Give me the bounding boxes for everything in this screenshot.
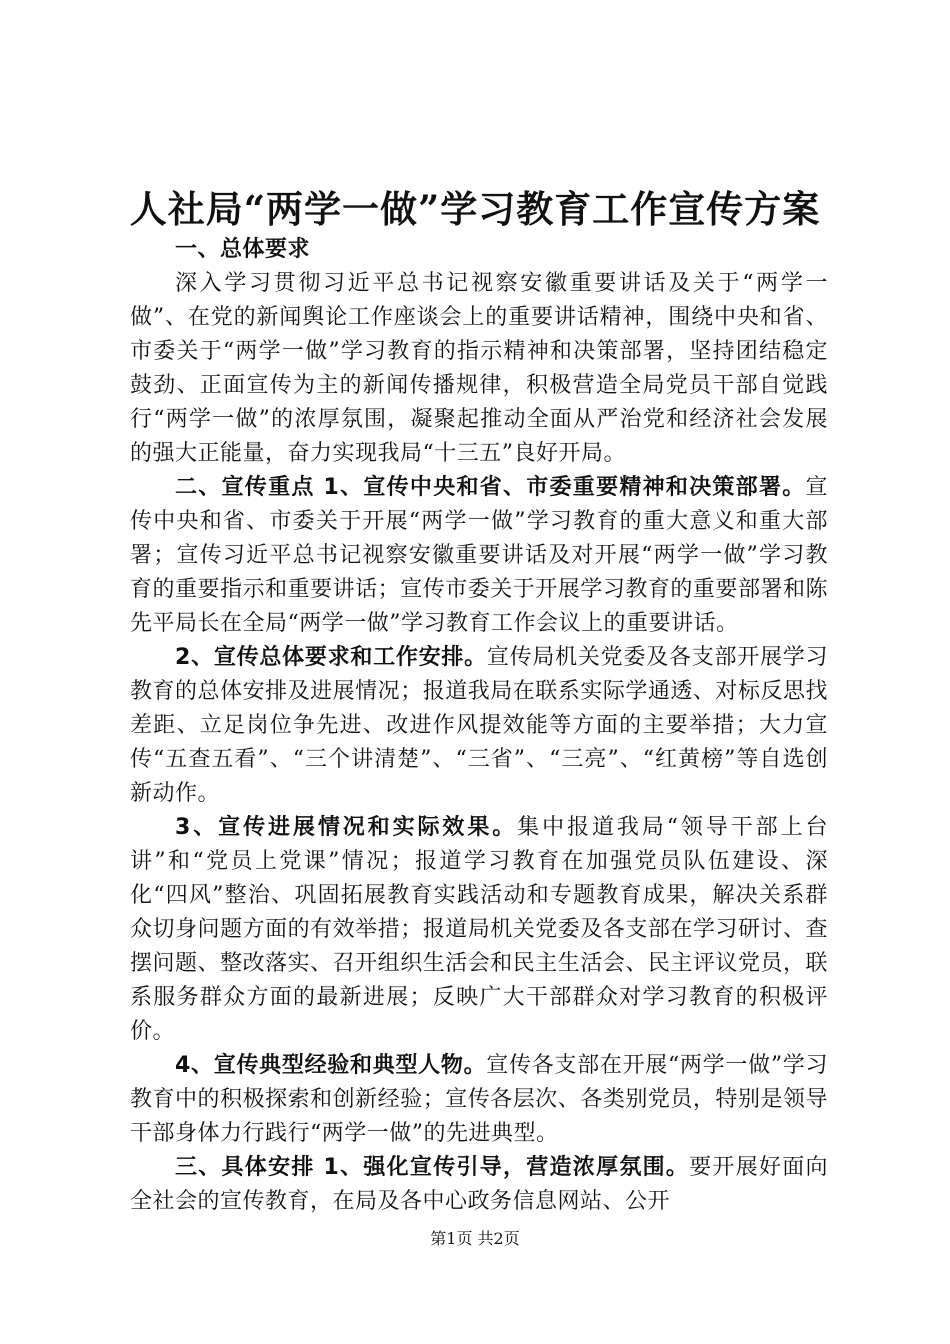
paragraph-publicity-focus-1 (130, 471, 828, 641)
paragraph-publicity-focus-2 (130, 641, 828, 811)
paragraph-specific-arrangements (130, 1151, 828, 1219)
item-heading-2: 2、宣传总体要求和工作安排。 (175, 645, 487, 670)
item-heading-4: 4、宣传典型经验和典型人物。 (175, 1053, 487, 1078)
section-heading-overall-requirements: 一、总体要求 (175, 237, 311, 262)
section-heading-publicity-focus: 二、宣传重点 1、宣传中央和省、市委重要精神和决策部署。 (175, 475, 806, 500)
paragraph-publicity-focus-4 (130, 1049, 828, 1151)
document-title: 人社局“两学一做”学习教育工作宣传方案 (129, 187, 821, 231)
paragraph-text: 宣传中央和省、市委关于开展“两学一做”学习教育的重大意义和重大部署；宣传习近平总书记视察安徽重要讲话及对开展“两学一做”学习教育的重要指示和重要讲话；宣传市委关于开展学习教育的重要部署和陈先平局长在全局“两学一做”学习教育工作会议上的重要讲话。 (130, 475, 828, 636)
paragraph-overall-requirements: 深入学习贯彻习近平总书记视察安徽重要讲话及关于“两学一做”、在党的新闻舆论工作座谈会上的重要讲话精神，围绕中央和省、市委关于“两学一做”学习教育的指示精神和决策部署，坚持团结稳定鼓劲、正面宣传为主的新闻传播规律，积极营造全局党员干部自觉践行“两学一做”的浓厚氛围，凝聚起推动全面从严治党和经济社会发展的强大正能量，奋力实现我局“十三五”良好开局。 (130, 271, 828, 466)
page-number-footer: 第1页 共2页 (430, 1229, 520, 1248)
paragraph-text: 宣传各支部在开展“两学一做”学习教育中的积极探索和创新经验；宣传各层次、各类别党员，特别是领导干部身体力行践行“两学一做”的先进典型。 (130, 1053, 828, 1146)
section-heading-specific-arrangements: 三、具体安排 1、强化宣传引导，营造浓厚氛围。 (175, 1155, 690, 1180)
paragraph-text: 宣传局机关党委及各支部开展学习教育的总体安排及进展情况；报道我局在联系实际学通透、对标反思找差距、立足岗位争先进、改进作风提效能等方面的主要举措；大力宣传“五查五看”、“三个讲清楚”、“三省”、“三亮”、“红黄榜”等自选创新动作。 (130, 645, 828, 806)
item-heading-3: 3、宣传进展情况和实际效果。 (175, 815, 518, 840)
paragraph-publicity-focus-3 (130, 811, 828, 1049)
paragraph-text: 集中报道我局“领导干部上台讲”和“党员上党课”情况；报道学习教育在加强党员队伍建设、深化“四风”整治、巩固拓展教育实践活动和专题教育成果，解决关系群众切身问题方面的有效举措；报道局机关党委及各支部在学习研讨、查摆问题、整改落实、召开组织生活会和民主生活会、民主评议党员，联系服务群众方面的最新进展；反映广大干部群众对学习教育的积极评价。 (130, 815, 828, 1044)
paragraph-text: 要开展好面向全社会的宣传教育，在局及各中心政务信息网站、公开 (130, 1155, 828, 1214)
document-body (130, 233, 828, 1219)
